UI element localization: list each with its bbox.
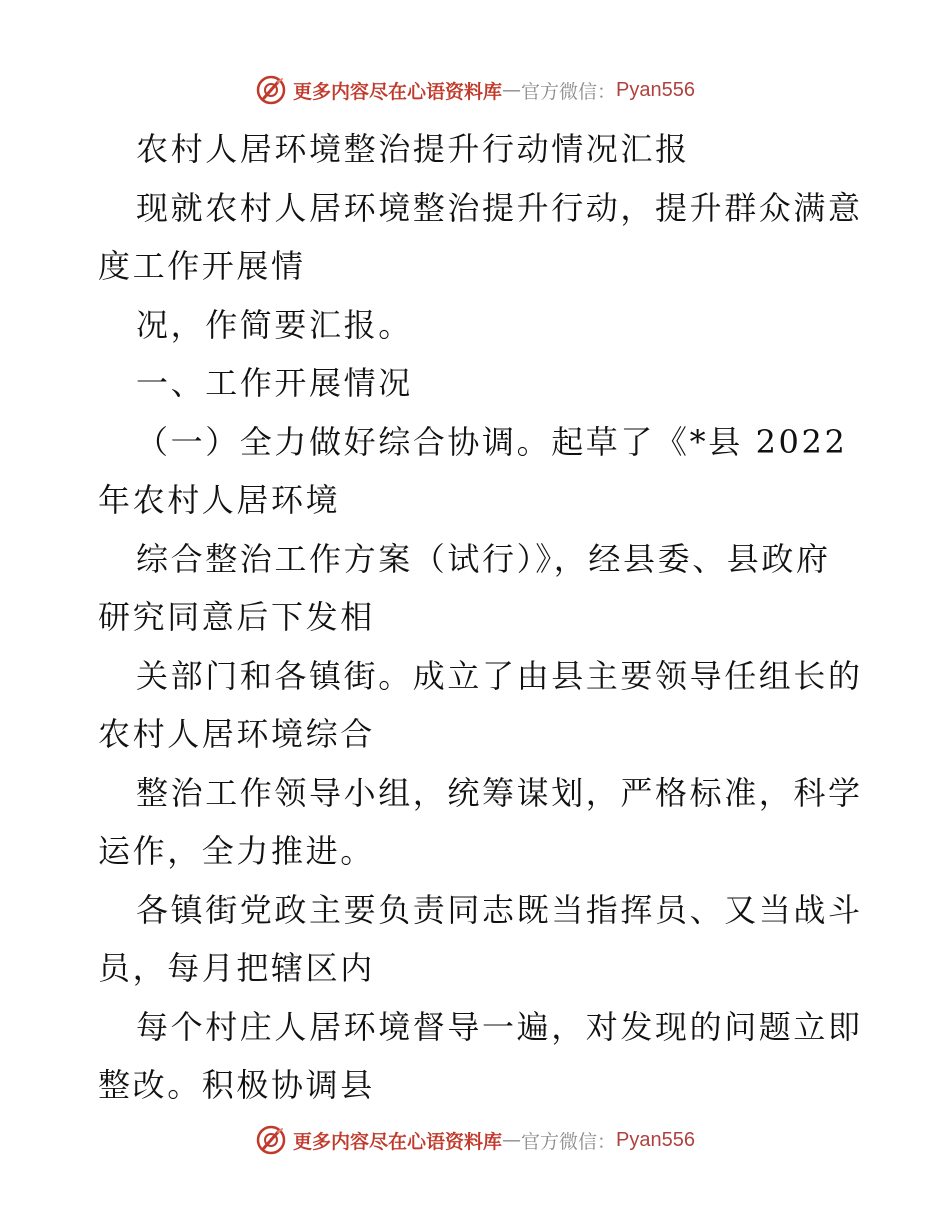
footer-wechat-id: Pyan556 xyxy=(616,1128,695,1151)
header-wechat-id: Pyan556 xyxy=(616,78,695,101)
header-separator: — xyxy=(502,79,522,101)
document-body xyxy=(98,120,863,1115)
text-line: 现就农村人居环境整治提升行动，提升群众满意 xyxy=(136,188,863,227)
text-line: 一、工作开展情况 xyxy=(136,364,413,402)
text-line: 运作，全力推进。 xyxy=(98,832,375,870)
footer-separator: — xyxy=(502,1129,522,1151)
footer-official-label: 官方微信： xyxy=(521,1130,617,1153)
header-official-label: 官方微信： xyxy=(521,80,617,103)
footer-brand-text: 更多内容尽在心语资料库 xyxy=(293,1130,503,1153)
text-line: （一）全力做好综合协调。起草了《*县 2022 xyxy=(136,422,848,461)
text-line: 度工作开展情 xyxy=(98,247,306,285)
text-line: 员，每月把辖区内 xyxy=(98,949,375,987)
text-line: 农村人居环境整治提升行动情况汇报 xyxy=(136,130,690,168)
header-brand-text: 更多内容尽在心语资料库 xyxy=(293,80,503,103)
text-line: 综合整治工作方案（试行）》，经县委、县政府 xyxy=(136,539,831,578)
text-line: 研究同意后下发相 xyxy=(98,598,375,636)
text-line: 整改。积极协调县 xyxy=(98,1066,375,1104)
header-watermark xyxy=(0,70,950,110)
footer-watermark xyxy=(0,1120,950,1160)
text-line: 各镇街党政主要负责同志既当指挥员、又当战斗 xyxy=(136,890,863,929)
text-line: 况，作简要汇报。 xyxy=(136,305,413,344)
text-line: 年农村人居环境 xyxy=(98,481,341,519)
brand-logo-icon xyxy=(255,74,287,106)
brand-logo-icon xyxy=(255,1124,287,1156)
text-line: 农村人居环境综合 xyxy=(98,715,375,753)
text-line: 每个村庄人居环境督导一遍，对发现的问题立即 xyxy=(136,1007,863,1046)
text-line: 整治工作领导小组，统筹谋划，严格标准，科学 xyxy=(136,773,863,812)
text-line: 关部门和各镇街。成立了由县主要领导任组长的 xyxy=(136,656,863,695)
